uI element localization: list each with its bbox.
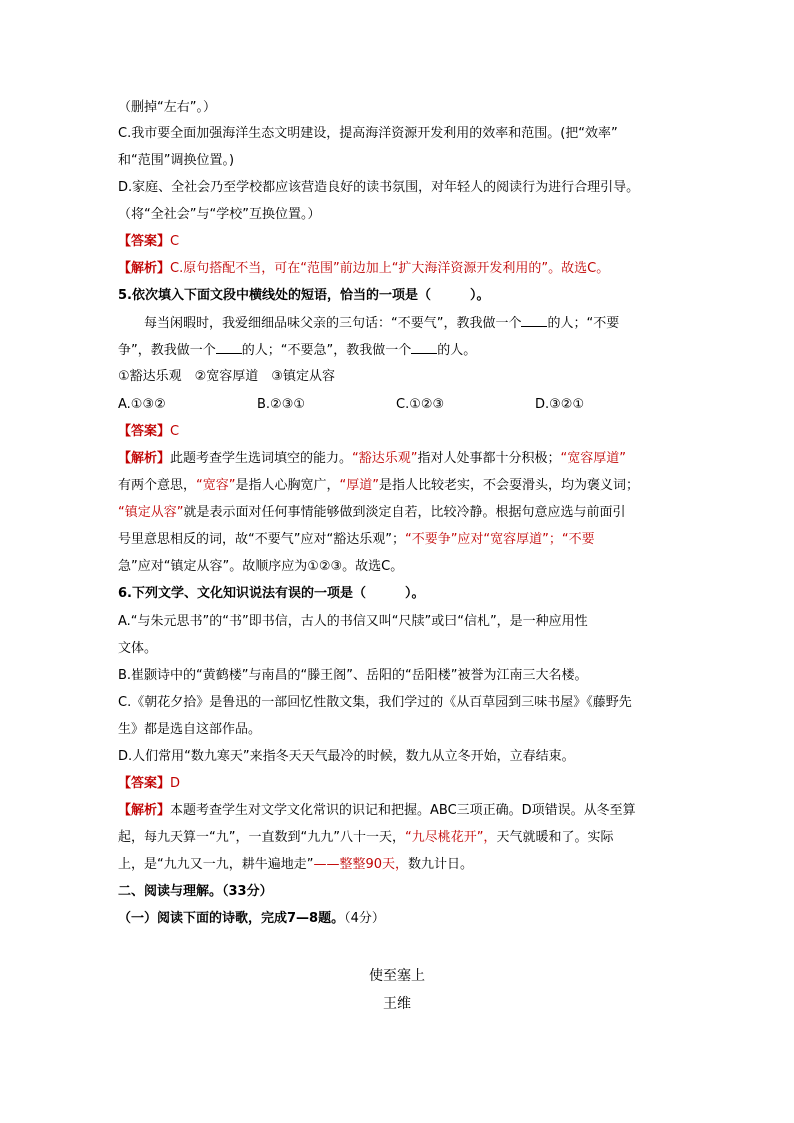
analysis-label: 【解析】 [118,451,171,466]
analysis-term: “镇定从容” [118,505,184,520]
analysis-text: 有两个意思， [118,478,197,493]
answer-value: C [170,234,180,249]
q5-paragraph-line1 [144,314,619,333]
q4-option-b-note: （删掉“左右”。） [118,100,216,115]
q5-analysis-line2 [118,477,639,495]
q5-analysis-line4 [118,531,595,549]
blank-line [411,341,437,354]
answer-label: 【答案】 [118,424,171,439]
analysis-text: 起，每九天算一“九”，一直数到“九九”八十一天， [118,830,405,845]
q4-option-c-line2: 和“范围”调换位置。) [118,153,235,168]
blank-line [216,341,242,354]
q5-analysis-line1 [118,450,626,468]
analysis-text: 数九计日。 [408,857,474,872]
q5-analysis-line5: 急”应对“镇定从容”。故顺序应为①②③。故选C。 [118,559,404,574]
analysis-text: 指对人处事都十分积极； [417,451,561,466]
para-text: 争”，教我做一个 [118,343,216,358]
q6-analysis-line2 [118,829,613,847]
q4-option-c-line1: C.我市要全面加强海洋生态文明建设，提高海洋资源开发利用的效率和范围。(把“效率” [118,126,618,141]
sub-heading-points: （4分） [344,911,385,926]
answer-value: D [170,776,181,791]
q4-analysis [118,260,609,278]
section-heading: 二、阅读与理解。（33分） [118,884,273,899]
blank-line [521,314,547,327]
poem-author: 王维 [383,996,411,1012]
para-text: 的人；“不要 [547,316,620,331]
q5-option-c: C.①②③ [396,397,445,412]
sub-heading-text: （一）阅读下面的诗歌，完成7—8题。 [118,911,345,926]
analysis-text: 是指人心胸宽广， [235,478,340,493]
answer-label: 【答案】 [118,234,171,249]
poem-title: 使至塞上 [369,968,425,984]
analysis-label: 【解析】 [118,803,171,818]
analysis-text: 此题考查学生选词填空的能力。 [170,451,353,466]
q6-option-d: D.人们常用“数九寒天”来指冬天天气最冷的时候，数九从立冬开始，立春结束。 [118,749,575,764]
analysis-term: “宽容” [196,478,236,493]
analysis-text: 本题考查学生对文学文化常识的识记和把握。ABC三项正确。D项错误。从冬至算 [170,803,636,818]
analysis-term: “不要争”应对“宽容厚道”；“不要 [404,532,595,547]
para-text: 每当闲暇时，我爱细细品味父亲的三句话：“不要气”，教我做一个 [144,316,522,331]
para-text: 的人。 [437,343,477,358]
analysis-text: 天气就暖和了。实际 [496,830,614,845]
answer-value: C [170,424,180,439]
analysis-text: 就是表示面对任何事情能够做到淡定自若，比较冷静。根据句意应选与前面引 [183,505,626,520]
analysis-label: 【解析】 [118,261,171,276]
q5-paragraph-line2 [118,341,476,360]
analysis-term: “九尽桃花开”， [404,830,497,845]
q4-option-d-line1: D.家庭、全社会乃至学校都应该营造良好的读书氛围，对年轻人的阅读行为进行合理引导。 [118,180,640,195]
q6-answer [118,775,180,793]
q6-option-b: B.崔颢诗中的“黄鹤楼”与南昌的“滕王阁”、岳阳的“岳阳楼”被誉为江南三大名楼。 [118,668,588,683]
q6-option-c-line1: C.《朝花夕拾》是鲁迅的一部回忆性散文集，我们学过的《从百草园到三味书屋》《藤野先 [118,695,632,710]
sub-section-heading [118,910,385,928]
q6-option-a-line1: A.“与朱元思书”的“书”即书信，古人的书信又叫“尺牍”或曰“信札”，是一种应用性 [118,614,588,629]
para-text: 的人；“不要急”，教我做一个 [241,343,412,358]
q5-option-a: A.①③② [118,397,166,412]
analysis-term: “厚道” [339,478,379,493]
analysis-text: 是指人比较老实，不会耍滑头，均为褒义词； [379,478,640,493]
analysis-term: “豁达乐观” [352,451,418,466]
q4-option-d-line2: （将“全社会”与“学校”互换位置。） [118,207,321,222]
q6-option-c-line2: 生》都是选自这部作品。 [118,722,262,737]
q5-option-b: B.②③① [257,397,306,412]
q4-answer [118,233,179,251]
q5-option-d: D.③②① [535,397,585,412]
q6-option-a-line2: 文体。 [118,641,158,656]
q5-answer [118,423,179,441]
answer-label: 【答案】 [118,776,171,791]
q6-analysis-line1 [118,802,636,820]
q5-analysis-line3 [118,504,626,522]
q5-question: 5.依次填入下面文段中横线处的短语，恰当的一项是（ ）。 [118,288,490,303]
q6-analysis-line3 [118,856,473,874]
analysis-text: C.原句搭配不当，可在“范围”前边加上“扩大海洋资源开发利用的”。故选C。 [170,261,610,276]
analysis-term: “宽容厚道” [560,451,627,466]
analysis-text: 号里意思相反的词，故“不要气”应对“豁达乐观”； [118,532,405,547]
analysis-text: 上，是“九九又一九，耕牛遍地走” [118,857,314,872]
analysis-term: ——整整90天， [313,857,409,872]
q6-question: 6.下列文学、文化知识说法有误的一项是（ ）。 [118,586,425,601]
q5-phrases: ①豁达乐观 ②宽容厚道 ③镇定从容 [118,369,335,384]
